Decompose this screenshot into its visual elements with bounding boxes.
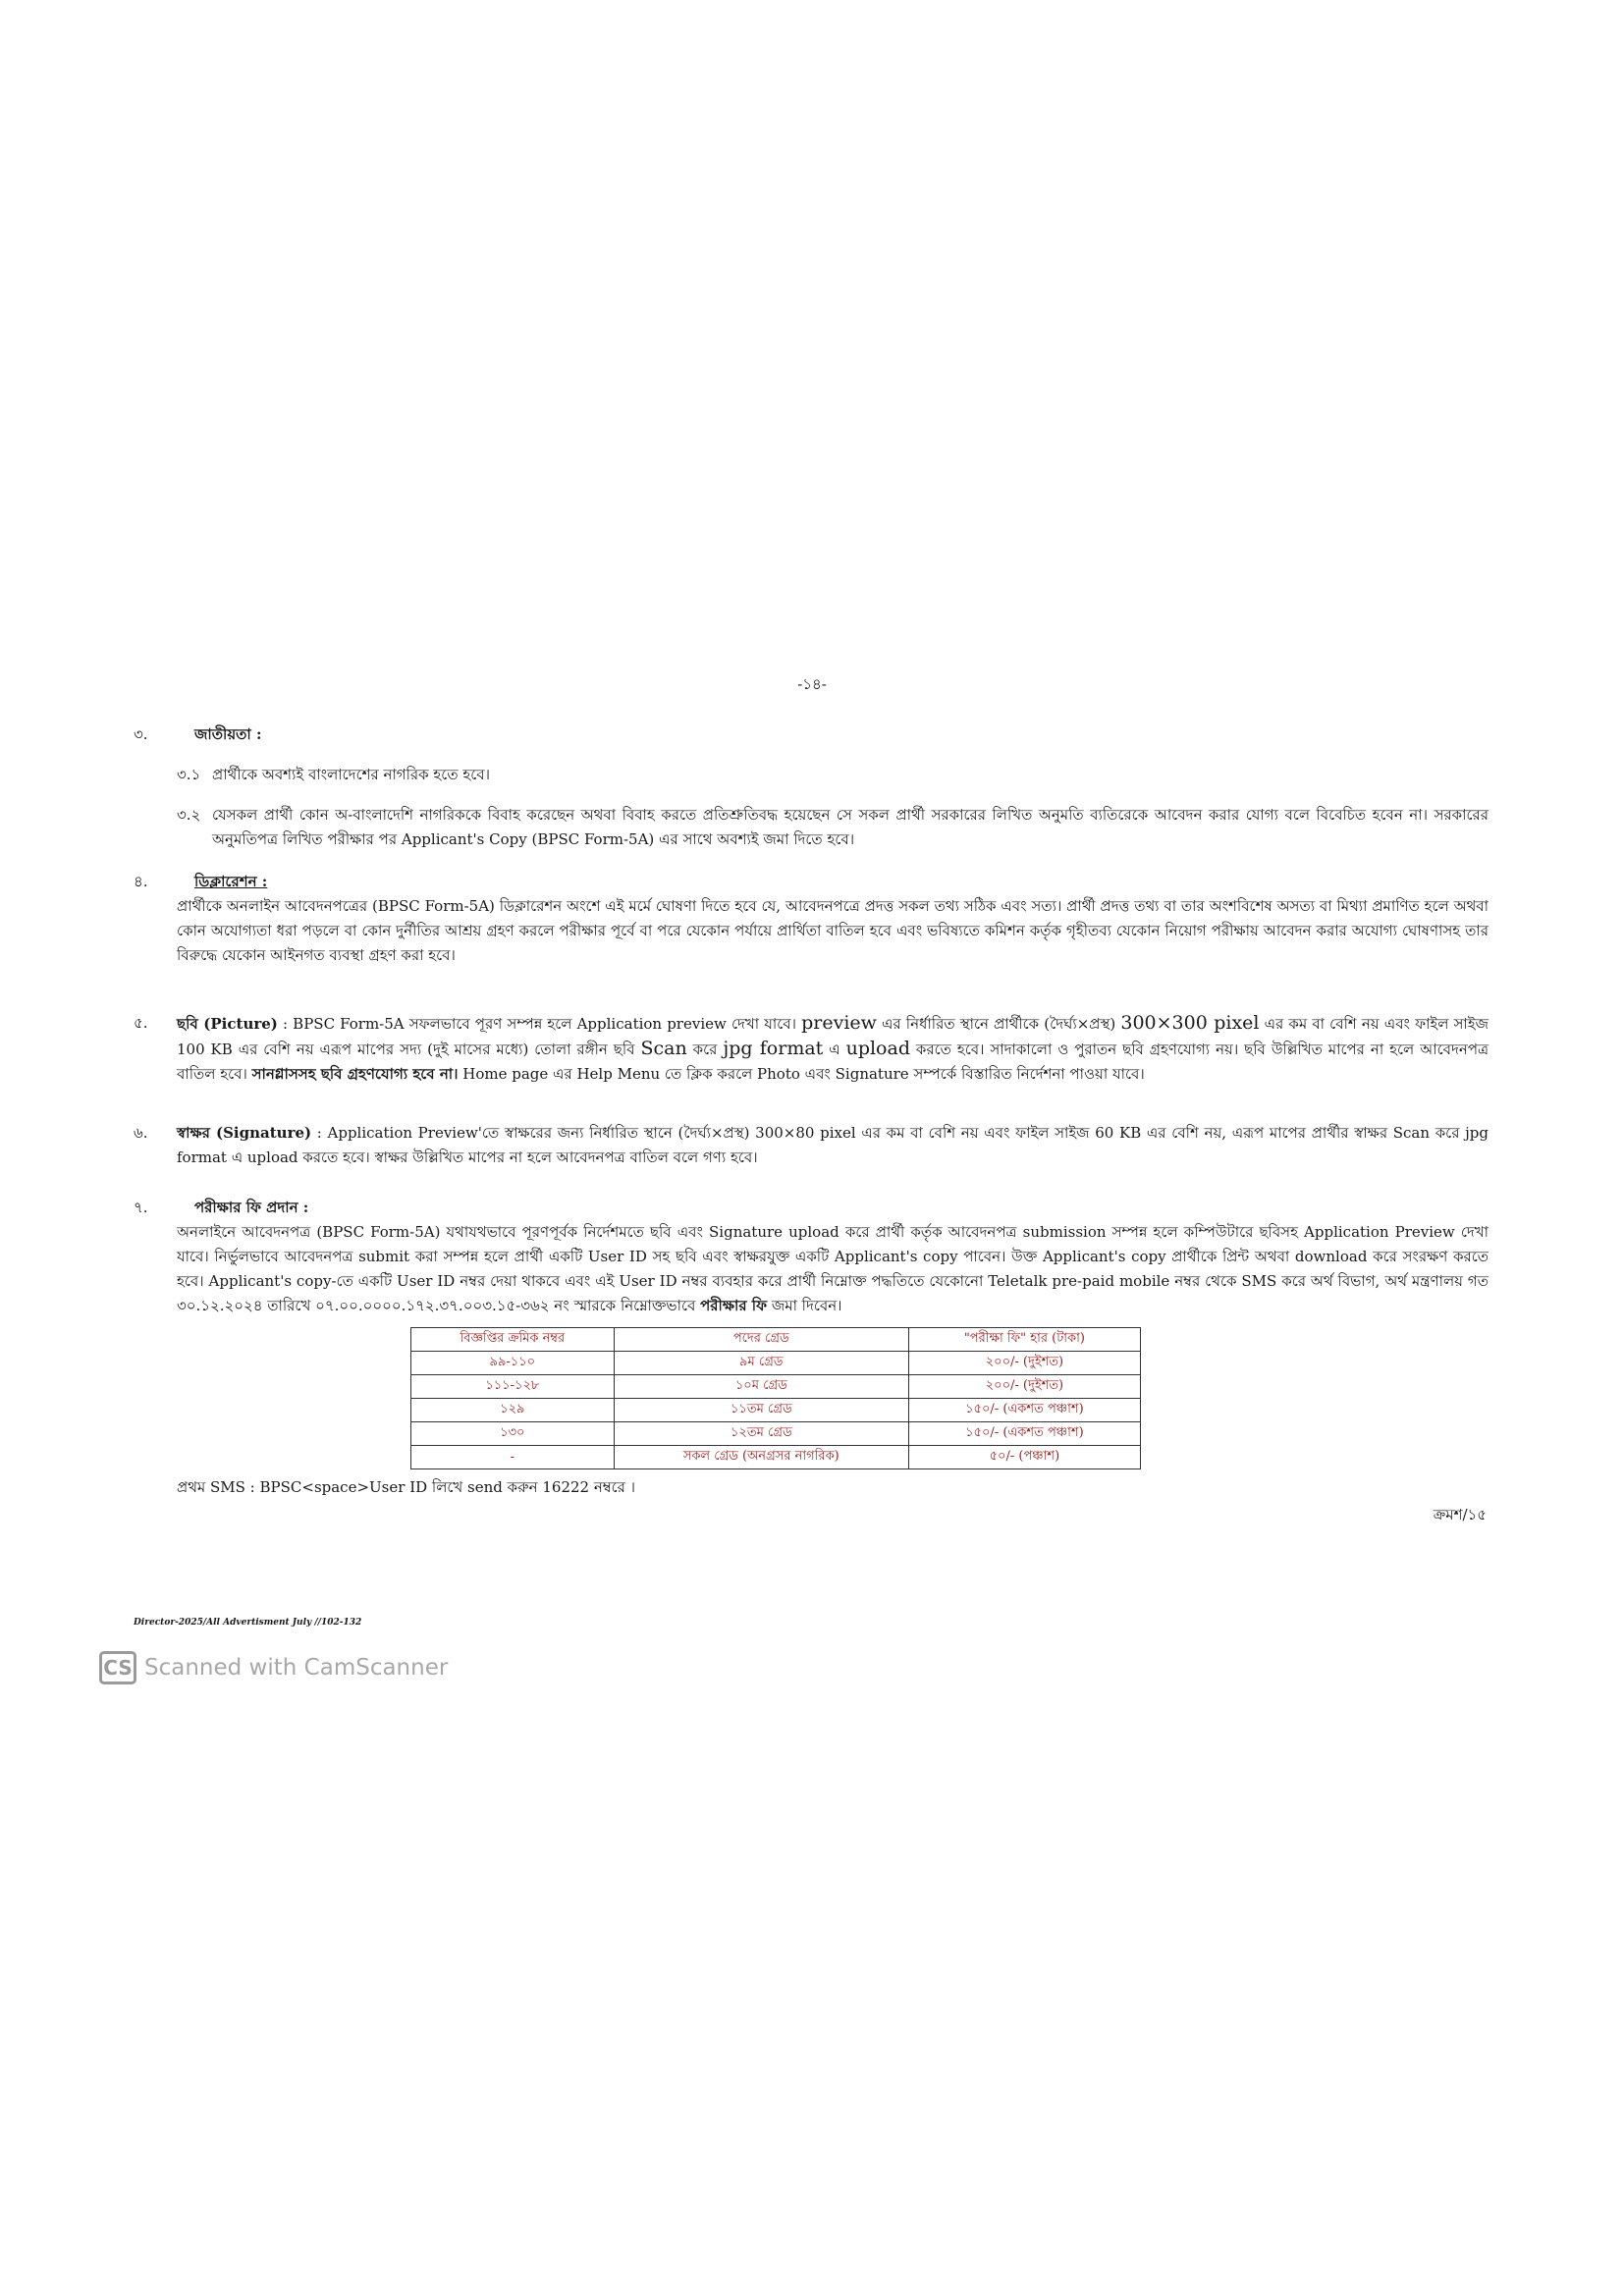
- body-segment: করতে হবে। সাদাকালো ও পুরাতন ছবি গ্রহণযোগ্য নয়। ছবি উল্লিখিত মাপের না হলে আবেদনপত্র বাতিল হবে।: [177, 1041, 1489, 1083]
- table-header: "পরীক্ষা ফি" হার (টাকা): [908, 1328, 1140, 1352]
- body-segment: এর কম বা বেশি নয় এবং ফাইল সাইজ 100 KB এর বেশি নয় এরূপ মাপের সদ্য (দুই মাসের মধ্যে) তোলা রঙ্গীন ছবি: [177, 1015, 1489, 1058]
- section-title: পরীক্ষার ফি প্রদান :: [194, 1199, 309, 1216]
- table-row: [411, 1446, 1141, 1469]
- body-segment: করে: [686, 1041, 724, 1058]
- body-segment: : BPSC Form-5A সফলভাবে পূরণ সম্পন্ন হলে Application preview দেখা যাবে।: [277, 1015, 802, 1033]
- table-cell: ১৫০/- (একশত পঞ্চাশ): [908, 1422, 1140, 1446]
- table-cell: ১১১-১২৮: [411, 1375, 615, 1399]
- section-signature: [134, 1121, 1489, 1170]
- clause-number: ৩.২: [177, 806, 201, 824]
- table-cell: ৯ম গ্রেড: [614, 1352, 908, 1375]
- body-segment: : Application Preview'তে স্বাক্ষরের জন্য নির্ধারিত স্থানে (দৈর্ঘ্য×প্রস্থ) 300×80 pixel এর কম বা বেশি নয় এবং ফাইল সাইজ 60 KB এর বেশি নয়, এরূপ মাপের প্রার্থীর স্বাক্ষর Scan করে jpg format এ upload করতে হবে। স্বাক্ষর উল্লিখিত মাপের না হলে আবেদনপত্র বাতিল বলে গণ্য হবে।: [177, 1124, 1489, 1166]
- section-body: [177, 1011, 1489, 1087]
- table-cell: ২০০/- (দুইশত): [908, 1375, 1140, 1399]
- section-body: [177, 1121, 1489, 1170]
- body-segment: অনলাইনে আবেদনপত্র (BPSC Form-5A) যথাযথভাবে পূরণপূর্বক নির্দেশমতে ছবি এবং Signature upload করে প্রার্থী কর্তৃক আবেদনপত্র submission সম্পন্ন হলে কম্পিউটারে ছবিসহ Application Preview দেখা যাবে। নির্ভুলভাবে আবেদনপত্র submit করা সম্পন্ন হলে প্রার্থী একটি User ID সহ ছবি এবং স্বাক্ষরযুক্ত একটি Applicant's copy পাবেন। উক্ত Applicant's copy প্রার্থীকে প্রিন্ট অথবা download করে সংরক্ষণ করতে হবে। Applicant's copy-তে একটি User ID নম্বর দেয়া থাকবে এবং এই User ID নম্বর ব্যবহার করে প্রার্থী নিম্নোক্ত পদ্ধতিতে যেকোনো Teletalk pre-paid mobile নম্বর থেকে SMS করে অর্থ বিভাগ, অর্থ মন্ত্রণালয় গত ৩০.১২.২০২৪ তারিখে ০৭.০০.০০০০.১৭২.৩৭.০০৩.১৫-৩৬২ নং স্মারকে নিম্নোক্তভাবে: [177, 1223, 1489, 1314]
- clause-text: যেসকল প্রার্থী কোন অ-বাংলাদেশি নাগরিককে বিবাহ করেছেন অথবা বিবাহ করতে প্রতিশ্রুতিবদ্ধ হয়েছেন সে সকল প্রার্থী সরকারের লিখিত অনুমতি ব্যতিরেকে আবেদন করার যোগ্য বলে বিবেচিত হবেন না। সরকারের অনুমতিপত্র লিখিত পরীক্ষার পর Applicant's Copy (BPSC Form-5A) এর সাথে অবশ্যই জমা দিতে হবে।: [212, 806, 1489, 848]
- table-cell: ২০০/- (দুইশত): [908, 1352, 1140, 1375]
- table-cell: ১৩০: [411, 1422, 615, 1446]
- table-cell: ১০ম গ্রেড: [614, 1375, 908, 1399]
- section-picture: [134, 1011, 1489, 1087]
- footer-reference: Director-2025/All Advertisment July //102-132: [134, 1618, 362, 1628]
- clause-3-2: [134, 803, 1489, 852]
- section-exam-fee: [134, 1196, 1489, 1318]
- clause-3-1: [134, 763, 1489, 787]
- section-title: স্বাক্ষর (Signature): [177, 1124, 312, 1142]
- section-number: ৬.: [134, 1124, 148, 1142]
- body-segment: এর নির্ধারিত স্থানে প্রার্থীকে (দৈর্ঘ্য×প্রস্থ): [876, 1015, 1121, 1033]
- section-title: জাতীয়তা :: [194, 725, 262, 743]
- section-number: ৪.: [134, 873, 148, 890]
- page-number: -১৪-: [797, 675, 827, 693]
- section-number: ৩.: [134, 725, 148, 743]
- camscanner-logo-icon: CS: [99, 1651, 136, 1684]
- section-number: ৫.: [134, 1014, 148, 1032]
- clause-text: প্রার্থীকে অবশ্যই বাংলাদেশের নাগরিক হতে হবে।: [212, 766, 490, 783]
- section-body: [134, 1220, 1489, 1318]
- section-body: প্রার্থীকে অনলাইন আবেদনপত্রের (BPSC Form-5A) ডিক্লারেশন অংশে এই মর্মে ঘোষণা দিতে হবে যে, আবেদনপত্রে প্রদত্ত সকল তথ্য সঠিক এবং সত্য। প্রার্থী প্রদত্ত তথ্য বা তার অংশবিশেষ অসত্য বা মিথ্যা প্রমাণিত হলে অথবা কোন অযোগ্যতা ধরা পড়লে বা কোন দুর্নীতির আশ্রয় গ্রহণ করলে পরীক্ষার পূর্বে বা পরে যেকোন পর্যায়ে প্রার্থিতা বাতিল হবে এবং ভবিষ্যতে কমিশন কর্তৃক গৃহীতব্য যেকোন নিয়োগ পরীক্ষায় আবেদন করার অযোগ্য ঘোষণাসহ তার বিরুদ্ধে যেকোন আইনগত ব্যবস্থা গ্রহণ করা হবে।: [177, 897, 1489, 964]
- continued-marker: ক্রমশ/১৫: [1433, 1506, 1487, 1523]
- section-nationality: [134, 722, 1489, 852]
- table-cell: ১১তম গ্রেড: [614, 1399, 908, 1422]
- body-segment: পরীক্ষার ফি: [700, 1297, 768, 1314]
- table-cell: ৯৯-১১০: [411, 1352, 615, 1375]
- camscanner-watermark: [99, 1651, 448, 1684]
- fee-table: [410, 1327, 1141, 1469]
- section-declaration: [134, 870, 1489, 968]
- body-segment: jpg format: [723, 1038, 824, 1059]
- body-segment: Home page এর Help Menu তে ক্লিক করলে Photo এবং Signature সম্পর্কে বিস্তারিত নির্দেশনা পাওয়া যাবে।: [458, 1065, 1145, 1083]
- camscanner-text: Scanned with CamScanner: [144, 1655, 449, 1681]
- table-cell: ১২তম গ্রেড: [614, 1422, 908, 1446]
- body-segment: Scan: [640, 1038, 687, 1059]
- table-cell: ১২৯: [411, 1399, 615, 1422]
- table-cell: ৫০/- (পঞ্চাশ): [908, 1446, 1140, 1469]
- table-cell: -: [411, 1446, 615, 1469]
- section-number: ৭.: [134, 1199, 148, 1216]
- section-title: ছবি (Picture): [177, 1015, 278, 1033]
- table-cell: সকল গ্রেড (অনগ্রসর নাগরিক): [614, 1446, 908, 1469]
- table-header: পদের গ্রেড: [614, 1328, 908, 1352]
- sms-instruction: প্রথম SMS : BPSC<space>User ID লিখে send করুন 16222 নম্বরে ।: [177, 1478, 636, 1496]
- table-row: [411, 1422, 1141, 1446]
- body-segment: 300×300 pixel: [1120, 1012, 1260, 1034]
- body-segment: preview: [801, 1012, 877, 1034]
- table-cell: ১৫০/- (একশত পঞ্চাশ): [908, 1399, 1140, 1422]
- table-header: বিজ্ঞপ্তির ক্রমিক নম্বর: [411, 1328, 615, 1352]
- table-row: [411, 1352, 1141, 1375]
- section-title: ডিক্লারেশন :: [194, 873, 268, 890]
- body-segment: এ: [823, 1041, 846, 1058]
- clause-number: ৩.১: [177, 766, 201, 783]
- body-segment: upload: [845, 1038, 910, 1059]
- table-row: [411, 1375, 1141, 1399]
- body-segment: জমা দিবেন।: [767, 1297, 842, 1314]
- body-segment: সানগ্লাসসহ ছবি গ্রহণযোগ্য হবে না।: [251, 1065, 459, 1083]
- table-header-row: [411, 1328, 1141, 1352]
- table-row: [411, 1399, 1141, 1422]
